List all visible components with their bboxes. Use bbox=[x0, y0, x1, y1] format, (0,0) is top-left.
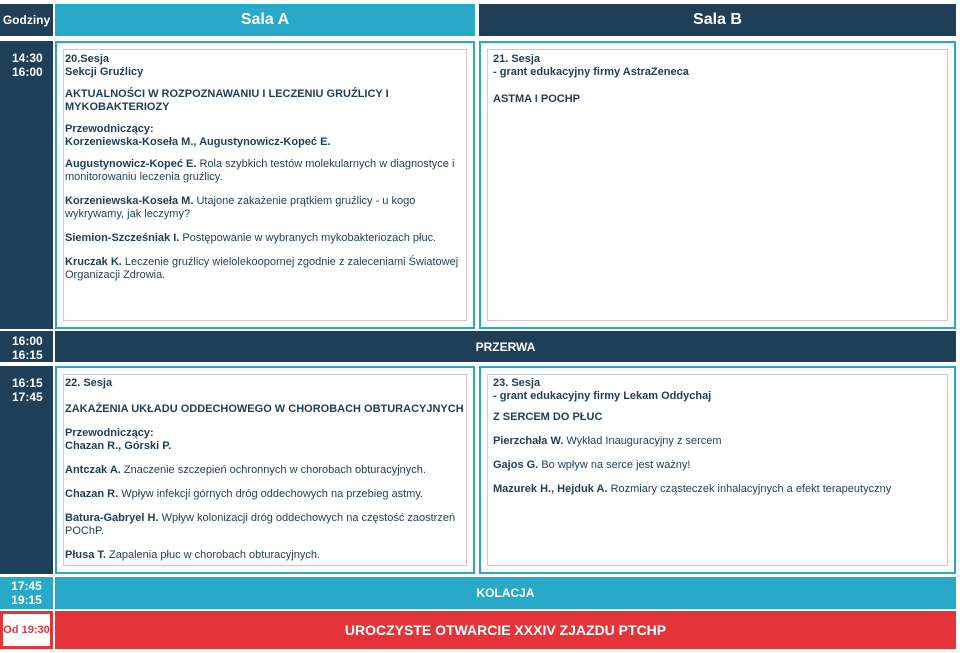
talk-item bbox=[65, 256, 467, 282]
talk-title: Bo wpływ na serce jest ważny! bbox=[541, 459, 691, 471]
session-subtitle: Sekcji Gruźlicy bbox=[65, 66, 144, 78]
talk-item bbox=[493, 459, 948, 472]
talk-title: Wpływ infekcji górnych dróg oddechowych na przebieg astmy. bbox=[121, 488, 424, 500]
talk-author: Siemion-Szcześniak I. bbox=[65, 232, 180, 244]
talk-title: Rozmiary cząsteczek inhalacyjnych a efekt terapeutyczny bbox=[610, 483, 892, 495]
session-title: AKTUALNOŚCI W ROZPOZNAWANIU I LECZENIU GRUŹLICY I MYKOBAKTERIOZY bbox=[65, 88, 389, 113]
opening-time bbox=[0, 611, 53, 649]
break-band: PRZERWA bbox=[55, 331, 956, 362]
session-title: Z SERCEM DO PŁUC bbox=[493, 411, 603, 423]
talk-author: Gajos G. bbox=[493, 459, 539, 471]
chairs-label: Przewodniczący: bbox=[65, 427, 154, 439]
header-godziny: Godziny bbox=[0, 4, 53, 36]
talk-author: Pierzchała W. bbox=[493, 435, 564, 447]
break1-time-end: 16:15 bbox=[12, 348, 43, 362]
opening-band: UROCZYSTE OTWARCIE XXXIV ZJAZDU PTCHP bbox=[55, 611, 956, 649]
session-number: 23. Sesja bbox=[493, 377, 541, 389]
talk-item bbox=[65, 549, 467, 562]
session-subtitle: - grant edukacyjny firmy AstraZeneca bbox=[493, 66, 689, 78]
slot1-time-start: 14:30 bbox=[12, 51, 43, 65]
supper-band: KOLACJA bbox=[55, 577, 956, 609]
slot2-time bbox=[0, 366, 53, 574]
talk-item bbox=[65, 232, 467, 245]
supper-time-end: 19:15 bbox=[11, 593, 42, 607]
talk-title: Utajone zakażenie prątkiem gruźlicy - u kogo wykrywamy, jak leczymy? bbox=[65, 195, 416, 220]
chairs-names: Chazan R., Górski P. bbox=[65, 440, 172, 452]
talk-item bbox=[493, 435, 948, 448]
chairs-label: Przewodniczący: bbox=[65, 123, 154, 135]
talk-author: Korzeniewska-Koseła M. bbox=[65, 195, 194, 207]
talk-title: Rola szybkich testów molekularnych w diagnostyce i monitorowaniu leczenia gruźlicy. bbox=[65, 158, 455, 183]
talk-title: Wpływ kolonizacji dróg oddechowych na częstość zaostrzeń POChP. bbox=[65, 512, 456, 537]
session-subtitle: - grant edukacyjny firmy Lekam Oddychaj bbox=[493, 390, 712, 402]
talk-item bbox=[65, 488, 467, 501]
talk-title: Znaczenie szczepień ochronnych w chorobach obturacyjnych. bbox=[123, 464, 426, 476]
slot1-sala-a-panel bbox=[55, 41, 475, 329]
talk-item bbox=[65, 158, 467, 184]
slot2-sala-b-panel bbox=[479, 366, 956, 574]
session-title: ZAKAŻENIA UKŁADU ODDECHOWEGO W CHOROBACH OBTURACYJNYCH bbox=[65, 403, 464, 415]
talk-item bbox=[65, 195, 467, 221]
session-number: 20.Sesja bbox=[65, 53, 110, 65]
talk-title: Wykład Inauguracyjny z sercem bbox=[566, 435, 722, 447]
slot2-sala-a-panel bbox=[55, 366, 475, 574]
break1-time-start: 16:00 bbox=[12, 334, 43, 348]
talk-author: Augustynowicz-Kopeć E. bbox=[65, 158, 197, 170]
talk-author: Batura-Gabryel H. bbox=[65, 512, 159, 524]
supper-time bbox=[0, 577, 53, 609]
talk-author: Antczak A. bbox=[65, 464, 121, 476]
talk-item bbox=[65, 464, 467, 477]
talk-item bbox=[493, 483, 948, 496]
slot2-time-start: 16:15 bbox=[12, 376, 43, 390]
break1-time bbox=[0, 331, 53, 362]
opening-time-label: Od 19:30 bbox=[3, 614, 50, 646]
talk-author: Chazan R. bbox=[65, 488, 119, 500]
session-number: 22. Sesja bbox=[65, 377, 113, 389]
slot1-time-end: 16:00 bbox=[12, 65, 43, 79]
supper-time-start: 17:45 bbox=[11, 579, 42, 593]
talk-author: Płusa T. bbox=[65, 549, 106, 561]
talk-author: Mazurek H., Hejduk A. bbox=[493, 483, 608, 495]
talk-item bbox=[65, 512, 467, 538]
talk-title: Leczenie gruźlicy wielolekoopornej zgodnie z zaleceniami Światowej Organizacji Zdrowia. bbox=[65, 256, 459, 281]
session-title: ASTMA I POCHP bbox=[493, 93, 580, 105]
slot1-time bbox=[0, 41, 53, 329]
header-sala-a: Sala A bbox=[55, 4, 475, 36]
slot1-sala-b-panel bbox=[479, 41, 956, 329]
header-sala-b: Sala B bbox=[479, 4, 956, 36]
slot2-time-end: 17:45 bbox=[12, 390, 43, 404]
chairs-names: Korzeniewska-Koseła M., Augustynowicz-Kopeć E. bbox=[65, 136, 331, 148]
session-number: 21. Sesja bbox=[493, 53, 541, 65]
talk-title: Postępowanie w wybranych mykobakteriozach płuc. bbox=[182, 232, 437, 244]
talk-author: Kruczak K. bbox=[65, 256, 122, 268]
talk-title: Zapalenia płuc w chorobach obturacyjnych. bbox=[109, 549, 320, 561]
